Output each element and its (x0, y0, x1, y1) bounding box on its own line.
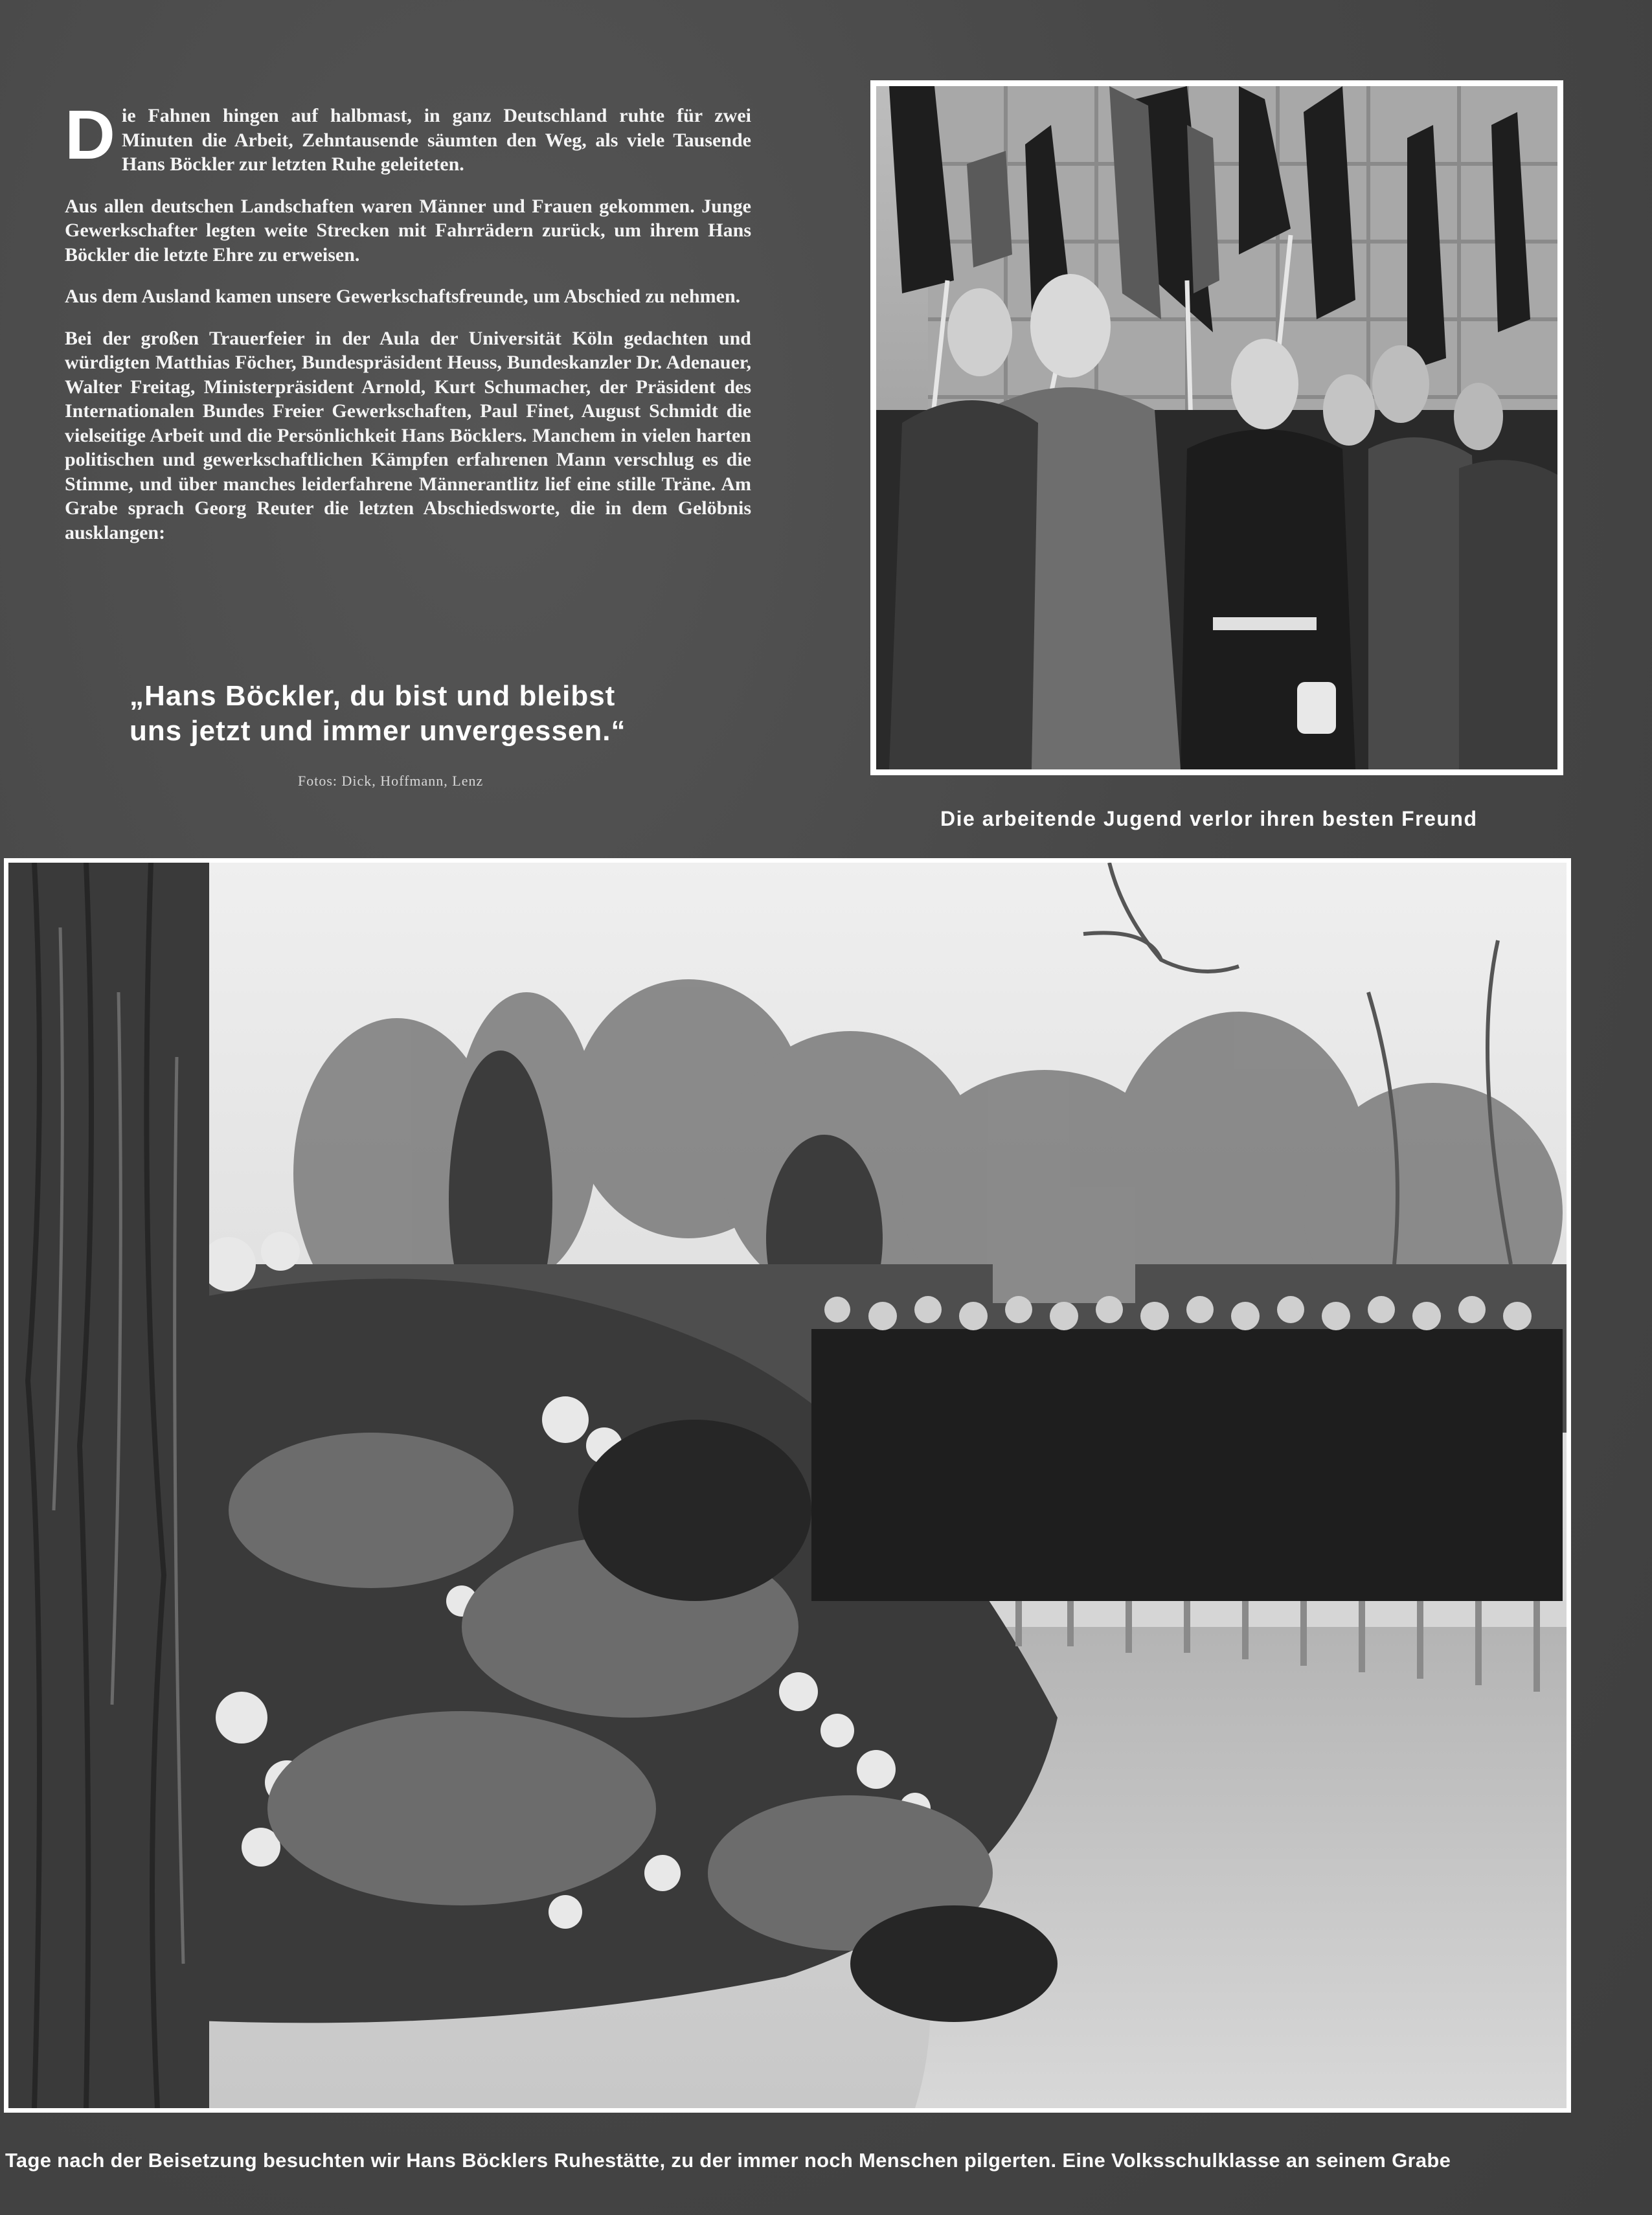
photo-youth-with-flags (876, 86, 1557, 769)
photo-youth-frame (870, 80, 1563, 775)
article-paragraph-4: Bei der großen Trauerfeier in der Aula der Universität Köln gedachten und würdigten Matthias Föcher, Bundespräsident Heuss, Bundeskanzler Dr. Adenauer, Walter Freitag, Ministerpräsident Arnold, Kurt Schumacher, der Präsident des Internationalen Bundes Freier Gewerkschaften, Paul Finet, August Schmidt die vielseitige Arbeit und die Persönlichkeit Hans Böcklers. Manchem in vielen harten politischen und gewerkschaftlichen Kämpfen erfahrenen Mann verschlug es die Stimme, und über manches leiderfahrene Männerantlitz lief eine stille Träne. Am Grabe sprach Georg Reuter die letzten Abschiedsworte, die in dem Gelöbnis ausklangen: (65, 327, 751, 543)
caption-grave-photo: Tage nach der Beisetzung besuchten wir Hans Böcklers Ruhestätte, zu der immer noch Menschen pilgerten. Eine Volksschulklasse an seinem Grabe (5, 2149, 1451, 2172)
pledge-quote (130, 679, 751, 749)
article-paragraph-3: Aus dem Ausland kamen unsere Gewerkschaftsfreunde, um Abschied zu nehmen. (65, 286, 741, 307)
photo-credit: Fotos: Dick, Hoffmann, Lenz (298, 773, 484, 789)
article-body (65, 95, 751, 562)
photo-grave-frame (4, 858, 1571, 2113)
photo-grave-with-school-class (8, 863, 1567, 2108)
drop-cap: D (65, 95, 115, 174)
article-paragraph-1: Die Fahnen hingen auf halbmast, in ganz Deutschland ruhte für zwei Minuten die Arbeit, Zehntausende säumten den Weg, als viele Tausende Hans Böckler zur letzten Ruhe geleiteten. (65, 95, 751, 175)
pledge-line-1: „Hans Böckler, du bist und bleibst (130, 680, 616, 712)
caption-youth-photo: Die arbeitende Jugend verlor ihren besten Freund (940, 807, 1478, 830)
article-paragraph-2: Aus allen deutschen Landschaften waren Männer und Frauen gekommen. Junge Gewerkschafter legten weite Strecken mit Fahrrädern zurück, um ihrem Hans Böckler die letzte Ehre zu erweisen. (65, 195, 751, 266)
pledge-line-2: uns jetzt und immer unvergessen.“ (130, 715, 626, 747)
